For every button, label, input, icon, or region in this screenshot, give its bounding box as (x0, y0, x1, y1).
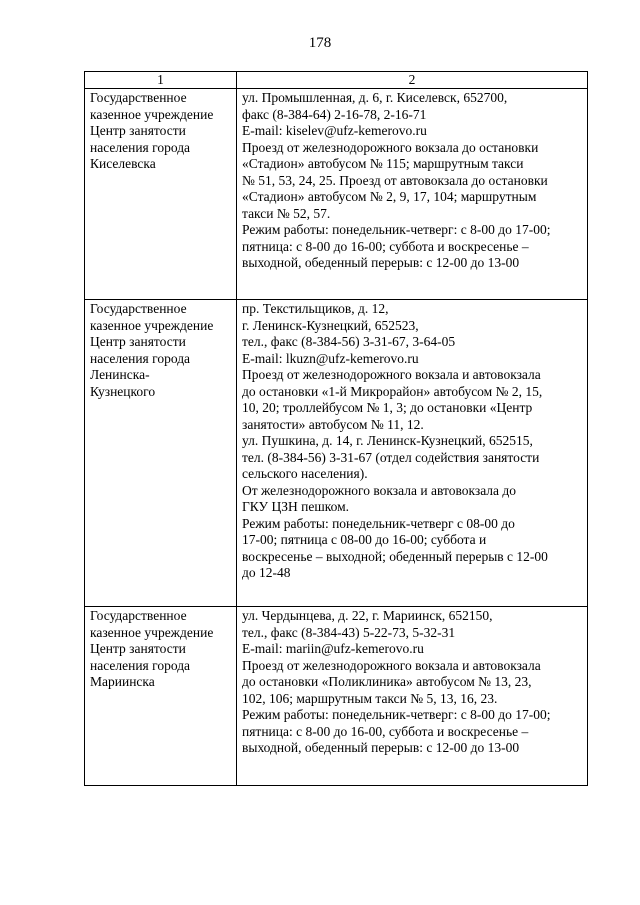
page-number: 178 (308, 35, 332, 51)
column-header-1: 1 (85, 72, 237, 89)
directions-line: такси № 52, 57. (242, 205, 331, 221)
organization-cell (85, 89, 237, 300)
schedule-line: Режим работы: понедельник-четверг: с 8-00 до 17-00; (242, 707, 551, 722)
org-name-line: населения города (90, 139, 191, 155)
org-name-line: Мариинска (90, 674, 155, 689)
directions-line: занятости» автобусом № 11, 12. (242, 416, 424, 432)
schedule-line: Режим работы: понедельник-четверг с 08-00 до (242, 515, 515, 531)
directions-line: «Стадион» автобусом № 115; маршрутным такси (242, 156, 524, 171)
org-name-line: Киселевска (90, 156, 156, 171)
directions-line: «Стадион» автобусом № 2, 9, 17, 104; маршрутным (242, 189, 537, 204)
schedule-line: воскресенье – выходной; обеденный перерыв с 12-00 (242, 548, 548, 564)
phone-line: тел., факс (8-384-56) 3-31-67, 3-64-05 (242, 334, 456, 349)
schedule-line: выходной, обеденный перерыв: с 12-00 до 13-00 (242, 740, 520, 755)
table-row (85, 607, 588, 786)
directions-line: От железнодорожного вокзала и автовокзала до (242, 482, 517, 498)
address-line: ул. Промышленная, д. 6, г. Киселевск, 652700, (242, 90, 508, 105)
phone-line: сельского населения). (242, 466, 368, 481)
org-name-line: Центр занятости (90, 641, 186, 656)
directions-line: до остановки «1-й Микрорайон» автобусом № 2, 15, (242, 383, 543, 399)
schedule-line: пятница: с 8-00 до 16-00; суббота и воскресенье – (242, 238, 529, 254)
address-line: ул. Пушкина, д. 14, г. Ленинск-Кузнецкий, 652515, (242, 433, 533, 448)
org-name-line: Центр занятости (90, 334, 186, 349)
contact-info-cell (237, 607, 588, 786)
contact-info-cell (237, 300, 588, 607)
schedule-line: 17-00; пятница с 08-00 до 16-00; суббота и (242, 532, 487, 547)
phone-line: тел., факс (8-384-43) 5-22-73, 5-32-31 (242, 624, 456, 640)
directions-line: ГКУ ЦЗН пешком. (242, 499, 350, 514)
email-line: E-mail: mariin@ufz-kemerovo.ru (242, 641, 424, 656)
organization-cell (85, 607, 237, 786)
contacts-table (84, 71, 588, 786)
org-name-line: Ленинска- (90, 367, 150, 382)
address-line: г. Ленинск-Кузнецкий, 652523, (242, 317, 419, 333)
address-line: ул. Чердынцева, д. 22, г. Мариинск, 652150, (242, 608, 493, 623)
table-row (85, 300, 588, 607)
org-name-line: Центр занятости (90, 123, 186, 138)
email-line: E-mail: lkuzn@ufz-kemerovo.ru (242, 350, 419, 366)
organization-cell (85, 300, 237, 607)
schedule-line: пятница: с 8-00 до 16-00, суббота и воскресенье – (242, 723, 529, 739)
email-line: E-mail: kiselev@ufz-kemerovo.ru (242, 123, 427, 138)
table-row (85, 89, 588, 300)
org-name-line: Кузнецкого (90, 383, 156, 399)
org-name-line: Государственное (90, 301, 187, 316)
schedule-line: Режим работы: понедельник-четверг: с 8-00 до 17-00; (242, 222, 551, 237)
contact-info-cell (237, 89, 588, 300)
org-name-line: Государственное (90, 90, 187, 105)
directions-line: 102, 106; маршрутным такси № 5, 13, 16, 23. (242, 690, 498, 706)
schedule-line: до 12-48 (242, 565, 291, 580)
org-name-line: Государственное (90, 608, 187, 623)
directions-line: № 51, 53, 24, 25. Проезд от автовокзала до остановки (242, 172, 548, 188)
directions-line: Проезд от железнодорожного вокзала и автовокзала (242, 367, 541, 382)
directions-line: 10, 20; троллейбусом № 1, 3; до остановки «Центр (242, 400, 533, 415)
address-line: пр. Текстильщиков, д. 12, (242, 301, 389, 316)
org-name-line: населения города (90, 657, 191, 673)
phone-line: тел. (8-384-56) 3-31-67 (отдел содействия занятости (242, 449, 540, 465)
phone-line: факс (8-384-64) 2-16-78, 2-16-71 (242, 106, 427, 122)
org-name-line: казенное учреждение (90, 317, 214, 333)
org-name-line: казенное учреждение (90, 624, 214, 640)
directions-line: Проезд от железнодорожного вокзала до остановки (242, 139, 539, 155)
column-header-2: 2 (237, 72, 588, 89)
org-name-line: населения города (90, 350, 191, 366)
directions-line: до остановки «Поликлиника» автобусом № 13, 23, (242, 674, 532, 689)
directions-line: Проезд от железнодорожного вокзала и автовокзала (242, 657, 541, 673)
schedule-line: выходной, обеденный перерыв: с 12-00 до 13-00 (242, 255, 520, 270)
org-name-line: казенное учреждение (90, 106, 214, 122)
header-row (85, 72, 588, 89)
